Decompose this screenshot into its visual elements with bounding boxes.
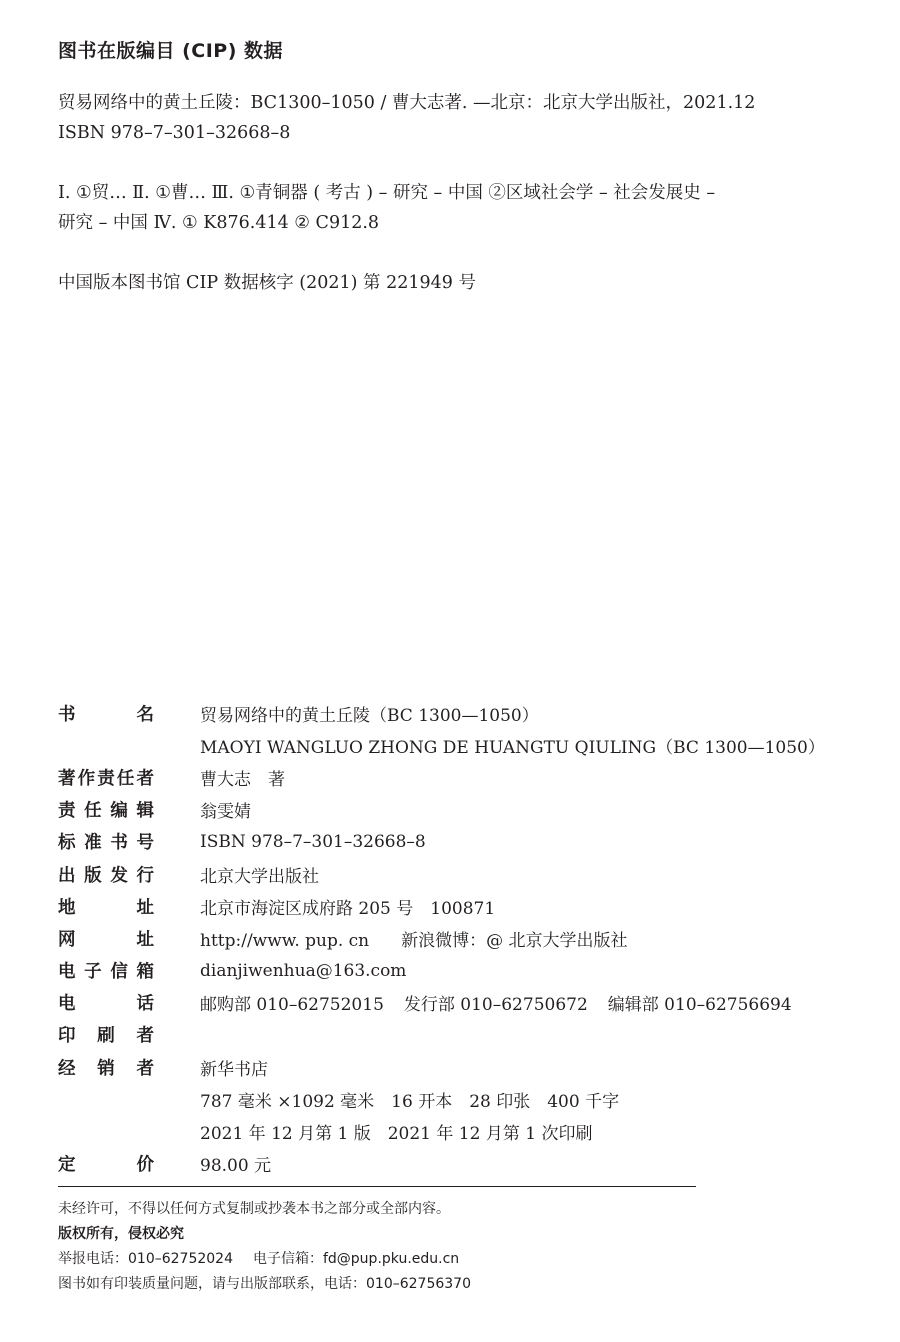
info-value-author: 曹大志 著 (200, 769, 285, 790)
report-phone: 举报电话：010–62752024 (58, 1251, 233, 1267)
info-row-title-en (58, 729, 878, 761)
info-row-printer (58, 1019, 878, 1051)
cip-classification-line-1: Ⅰ. ①贸… Ⅱ. ①曹… Ⅲ. ①青铜器 ( 考古 ) – 研究 – 中国 ②区域社会学 – 社会发展史 – (58, 183, 716, 203)
website-url: http://www. pup. cn (200, 930, 370, 951)
info-label-website: 网 址 (58, 929, 154, 950)
info-value-distributor: 新华书店 (200, 1059, 268, 1080)
info-label-address: 地 址 (58, 897, 154, 918)
info-row-publisher (58, 858, 878, 890)
info-value-editor: 翁雯婧 (200, 802, 251, 823)
info-row-author (58, 761, 878, 793)
info-value-isbn: ISBN 978–7–301–32668–8 (200, 831, 426, 852)
info-label-author: 著 作 责 任 者 (58, 768, 154, 789)
info-label-printer: 印 刷 者 (58, 1026, 154, 1047)
info-value-publisher: 北京大学出版社 (200, 866, 319, 887)
info-label-price: 定 价 (58, 1155, 154, 1176)
info-label-editor: 责 任 编 辑 (58, 801, 154, 822)
report-contact (58, 1247, 758, 1272)
cip-isbn-line: ISBN 978–7–301–32668–8 (58, 123, 291, 143)
info-value-price: 98.00 元 (200, 1156, 272, 1177)
info-label-isbn: 标 准 书 号 (58, 833, 154, 854)
info-value-email: dianjiwenhua@163.com (200, 960, 407, 981)
info-row-isbn (58, 826, 878, 858)
footer-divider (58, 1186, 696, 1187)
cip-record-number: 中国版本图书馆 CIP 数据核字 (2021) 第 221949 号 (58, 273, 476, 293)
info-label-title: 书 名 (58, 704, 154, 725)
info-row-editor (58, 794, 878, 826)
info-row-edition (58, 1115, 878, 1147)
info-row-website (58, 922, 878, 954)
info-value-edition: 2021 年 12 月第 1 版 2021 年 12 月第 1 次印刷 (200, 1124, 593, 1145)
info-row-address (58, 890, 878, 922)
info-value-website (200, 926, 628, 951)
cip-heading: 图书在版编目 (CIP) 数据 (58, 40, 284, 62)
phone-mail-order: 邮购部 010–62752015 (200, 995, 384, 1016)
info-label-publisher: 出 版 发 行 (58, 865, 154, 886)
info-value-phone (200, 990, 792, 1015)
cip-classification-line-2: 研究 – 中国 Ⅳ. ① K876.414 ② C912.8 (58, 213, 380, 233)
info-value-address: 北京市海淀区成府路 205 号 100871 (200, 898, 496, 919)
info-value-title: 贸易网络中的黄土丘陵（BC 1300—1050） (200, 705, 539, 726)
rights-reserved: 版权所有，侵权必究 (58, 1226, 184, 1242)
info-row-specs (58, 1083, 878, 1115)
copyright-footer (58, 1197, 758, 1297)
cip-block (58, 36, 858, 298)
weibo-account: 新浪微博：@ 北京大学出版社 (401, 930, 628, 951)
report-email: 电子信箱：fd@pup.pku.edu.cn (252, 1251, 460, 1267)
phone-distribution: 发行部 010–62750672 (403, 995, 588, 1016)
phone-editorial: 编辑部 010–62756694 (607, 995, 792, 1016)
info-value-specs: 787 毫米 ×1092 毫米 16 开本 28 印张 400 千字 (200, 1091, 620, 1112)
quality-contact: 图书如有印装质量问题，请与出版部联系，电话：010–62756370 (58, 1276, 471, 1292)
info-label-phone: 电 话 (58, 994, 154, 1015)
info-label-distributor: 经 销 者 (58, 1058, 154, 1079)
book-info-table (58, 697, 878, 1180)
info-row-title (58, 697, 878, 729)
info-row-price (58, 1148, 878, 1180)
info-label-email: 电 子 信 箱 (58, 962, 154, 983)
info-value-title-en: MAOYI WANGLUO ZHONG DE HUANGTU QIULING（BC 1300—1050） (200, 737, 825, 758)
cip-title-line: 贸易网络中的黄土丘陵：BC1300–1050 / 曹大志著. —北京：北京大学出版社，2021.12 (58, 93, 756, 113)
copy-notice: 未经许可，不得以任何方式复制或抄袭本书之部分或全部内容。 (58, 1201, 450, 1217)
info-row-distributor (58, 1051, 878, 1083)
info-row-phone (58, 987, 878, 1019)
info-row-email (58, 955, 878, 987)
